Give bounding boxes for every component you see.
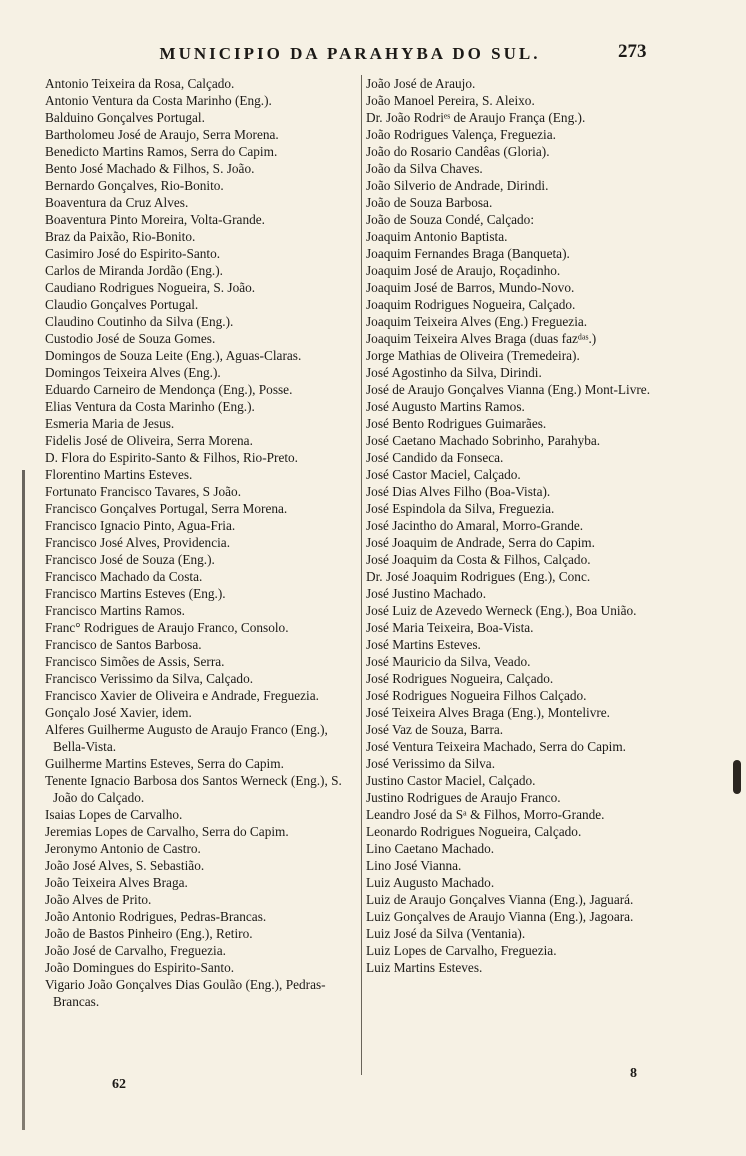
directory-entry: D. Flora do Espirito-Santo & Filhos, Rio-Preto. [45,450,299,465]
directory-entry: Leandro José da Sᵃ & Filhos, Morro-Grande. [366,807,605,822]
directory-entry: Antonio Teixeira da Rosa, Calçado. [45,76,235,91]
directory-entry: João de Souza Barbosa. [366,195,493,210]
directory-entry: José Bento Rodrigues Guimarães. [366,416,547,431]
binding-edge [22,470,25,1130]
directory-entry: Balduino Gonçalves Portugal. [45,110,205,125]
directory-entry: Tenente Ignacio Barbosa dos Santos Werneck (Eng.), S. João do Calçado. [45,773,342,805]
right-column [366,75,716,976]
directory-entry: Domingos de Souza Leite (Eng.), Aguas-Claras. [45,348,302,363]
column-divider [361,75,362,1075]
directory-entry: José Mauricio da Silva, Veado. [366,654,531,669]
directory-entry: José Augusto Martins Ramos. [366,399,525,414]
directory-entry: João Teixeira Alves Braga. [45,875,188,890]
directory-entry: João José Alves, S. Sebastião. [45,858,205,873]
directory-entry: Domingos Teixeira Alves (Eng.). [45,365,221,380]
directory-entry: Casimiro José do Espirito-Santo. [45,246,221,261]
directory-entry: Francisco Verissimo da Silva, Calçado. [45,671,254,686]
directory-entry: José Martins Esteves. [366,637,481,652]
directory-entry: José Dias Alves Filho (Boa-Vista). [366,484,551,499]
directory-entry: José Justino Machado. [366,586,487,601]
directory-entry: José de Araujo Gonçalves Vianna (Eng.) Mont-Livre. [366,382,651,397]
directory-entry: Claudino Coutinho da Silva (Eng.). [45,314,234,329]
directory-entry: José Joaquim da Costa & Filhos, Calçado. [366,552,591,567]
directory-entry: Boaventura da Cruz Alves. [45,195,189,210]
directory-entry: Francisco Machado da Costa. [45,569,203,584]
directory-entry: Francisco José de Souza (Eng.). [45,552,215,567]
directory-entry: Benedicto Martins Ramos, Serra do Capim. [45,144,278,159]
directory-entry: Guilherme Martins Esteves, Serra do Capim. [45,756,284,771]
directory-entry: Florentino Martins Esteves. [45,467,193,482]
directory-entry: Fortunato Francisco Tavares, S João. [45,484,242,499]
directory-entry: Joaquim Fernandes Braga (Banqueta). [366,246,570,261]
page-title: MUNICIPIO DA PARAHYBA DO SUL. [159,44,541,63]
directory-entry: Jeremias Lopes de Carvalho, Serra do Capim. [45,824,289,839]
directory-entry: Boaventura Pinto Moreira, Volta-Grande. [45,212,265,227]
directory-entry: Francisco José Alves, Providencia. [45,535,231,550]
directory-entry: Elias Ventura da Costa Marinho (Eng.). [45,399,255,414]
directory-entry: Alferes Guilherme Augusto de Araujo Franco (Eng.), Bella-Vista. [45,722,328,754]
directory-entry: Eduardo Carneiro de Mendonça (Eng.), Posse. [45,382,293,397]
directory-entry: José Maria Teixeira, Boa-Vista. [366,620,534,635]
directory-entry: Custodio José de Souza Gomes. [45,331,216,346]
directory-entry: João Domingues do Espirito-Santo. [45,960,235,975]
directory-entry: João José de Araujo. [366,76,476,91]
directory-entry: Justino Castor Maciel, Calçado. [366,773,536,788]
directory-entry: Jeronymo Antonio de Castro. [45,841,201,856]
directory-entry: João da Silva Chaves. [366,161,483,176]
left-column [45,75,363,1010]
directory-entry: Gonçalo José Xavier, idem. [45,705,192,720]
directory-entry: Joaquim José de Barros, Mundo-Novo. [366,280,575,295]
directory-entry: Justino Rodrigues de Araujo Franco. [366,790,561,805]
printer-signature-letter: 8 [630,1066,637,1081]
directory-entry: Luiz de Araujo Gonçalves Vianna (Eng.), Jaguará. [366,892,634,907]
directory-entry: Luiz José da Silva (Ventania). [366,926,526,941]
directory-entry: José Castor Maciel, Calçado. [366,467,521,482]
page-number: 273 [618,41,647,62]
directory-entry: José Luiz de Azevedo Werneck (Eng.), Boa União. [366,603,637,618]
directory-entry: Franc° Rodrigues de Araujo Franco, Consolo. [45,620,289,635]
directory-entry: José Vaz de Souza, Barra. [366,722,504,737]
directory-entry: João Silverio de Andrade, Dirindi. [366,178,549,193]
directory-entry: José Ventura Teixeira Machado, Serra do Capim. [366,739,627,754]
directory-entry: João Alves de Prito. [45,892,152,907]
directory-entry: Jorge Mathias de Oliveira (Tremedeira). [366,348,580,363]
directory-entry: José Espindola da Silva, Freguezia. [366,501,555,516]
directory-entry: Joaquim Teixeira Alves Braga (duas fazᵈᵃˢ.) [366,331,597,346]
directory-entry: João de Souza Condé, Calçado: [366,212,535,227]
directory-entry: Joaquim José de Araujo, Roçadinho. [366,263,561,278]
directory-entry: Lino Caetano Machado. [366,841,495,856]
directory-entry: Luiz Augusto Machado. [366,875,495,890]
edge-mark [733,760,741,794]
directory-entry: Caudiano Rodrigues Nogueira, S. João. [45,280,256,295]
directory-entry: Lino José Vianna. [366,858,462,873]
directory-entry: Carlos de Miranda Jordão (Eng.). [45,263,223,278]
directory-entry: Luiz Lopes de Carvalho, Freguezia. [366,943,557,958]
directory-entry: Bartholomeu José de Araujo, Serra Morena. [45,127,279,142]
directory-entry: Leonardo Rodrigues Nogueira, Calçado. [366,824,582,839]
directory-entry: Isaias Lopes de Carvalho. [45,807,183,822]
directory-entry: José Agostinho da Silva, Dirindi. [366,365,542,380]
directory-entry: José Jacintho do Amaral, Morro-Grande. [366,518,584,533]
directory-entry: José Rodrigues Nogueira, Calçado. [366,671,554,686]
directory-entry: Francisco de Santos Barbosa. [45,637,202,652]
directory-entry: Fidelis José de Oliveira, Serra Morena. [45,433,253,448]
directory-entry: Dr. José Joaquim Rodrigues (Eng.), Conc. [366,569,591,584]
directory-entry: Bento José Machado & Filhos, S. João. [45,161,255,176]
directory-entry: Francisco Martins Ramos. [45,603,185,618]
directory-entry: Luiz Martins Esteves. [366,960,483,975]
directory-entry: Francisco Gonçalves Portugal, Serra Morena. [45,501,288,516]
directory-entry: Luiz Gonçalves de Araujo Vianna (Eng.), Jagoara. [366,909,634,924]
directory-entry: Braz da Paixão, Rio-Bonito. [45,229,196,244]
directory-entry: Joaquim Teixeira Alves (Eng.) Freguezia. [366,314,588,329]
directory-entry: João José de Carvalho, Freguezia. [45,943,226,958]
printer-signature-number: 62 [112,1077,126,1092]
directory-entry: Francisco Simões de Assis, Serra. [45,654,225,669]
directory-entry: José Candido da Fonseca. [366,450,504,465]
directory-entry: Esmeria Maria de Jesus. [45,416,175,431]
directory-entry: João Antonio Rodrigues, Pedras-Brancas. [45,909,267,924]
directory-entry: Vigario João Gonçalves Dias Goulão (Eng.), Pedras-Brancas. [45,977,326,1009]
directory-entry: Francisco Martins Esteves (Eng.). [45,586,226,601]
directory-entry: João de Bastos Pinheiro (Eng.), Retiro. [45,926,253,941]
directory-entry: Bernardo Gonçalves, Rio-Bonito. [45,178,224,193]
directory-entry: Antonio Ventura da Costa Marinho (Eng.). [45,93,272,108]
directory-entry: Francisco Ignacio Pinto, Agua-Fria. [45,518,236,533]
directory-entry: João Rodrigues Valença, Freguezia. [366,127,556,142]
directory-entry: João do Rosario Candêas (Gloria). [366,144,550,159]
directory-entry: José Caetano Machado Sobrinho, Parahyba. [366,433,601,448]
directory-entry: João Manoel Pereira, S. Aleixo. [366,93,535,108]
directory-entry: Joaquim Rodrigues Nogueira, Calçado. [366,297,576,312]
directory-entry: Dr. João Rodriᵉˢ de Araujo França (Eng.). [366,110,586,125]
directory-entry: José Verissimo da Silva. [366,756,496,771]
directory-entry: José Teixeira Alves Braga (Eng.), Montelivre. [366,705,611,720]
directory-entry: José Joaquim de Andrade, Serra do Capim. [366,535,595,550]
directory-entry: Claudio Gonçalves Portugal. [45,297,199,312]
directory-entry: Joaquim Antonio Baptista. [366,229,508,244]
directory-entry: José Rodrigues Nogueira Filhos Calçado. [366,688,587,703]
directory-entry: Francisco Xavier de Oliveira e Andrade, Freguezia. [45,688,319,703]
